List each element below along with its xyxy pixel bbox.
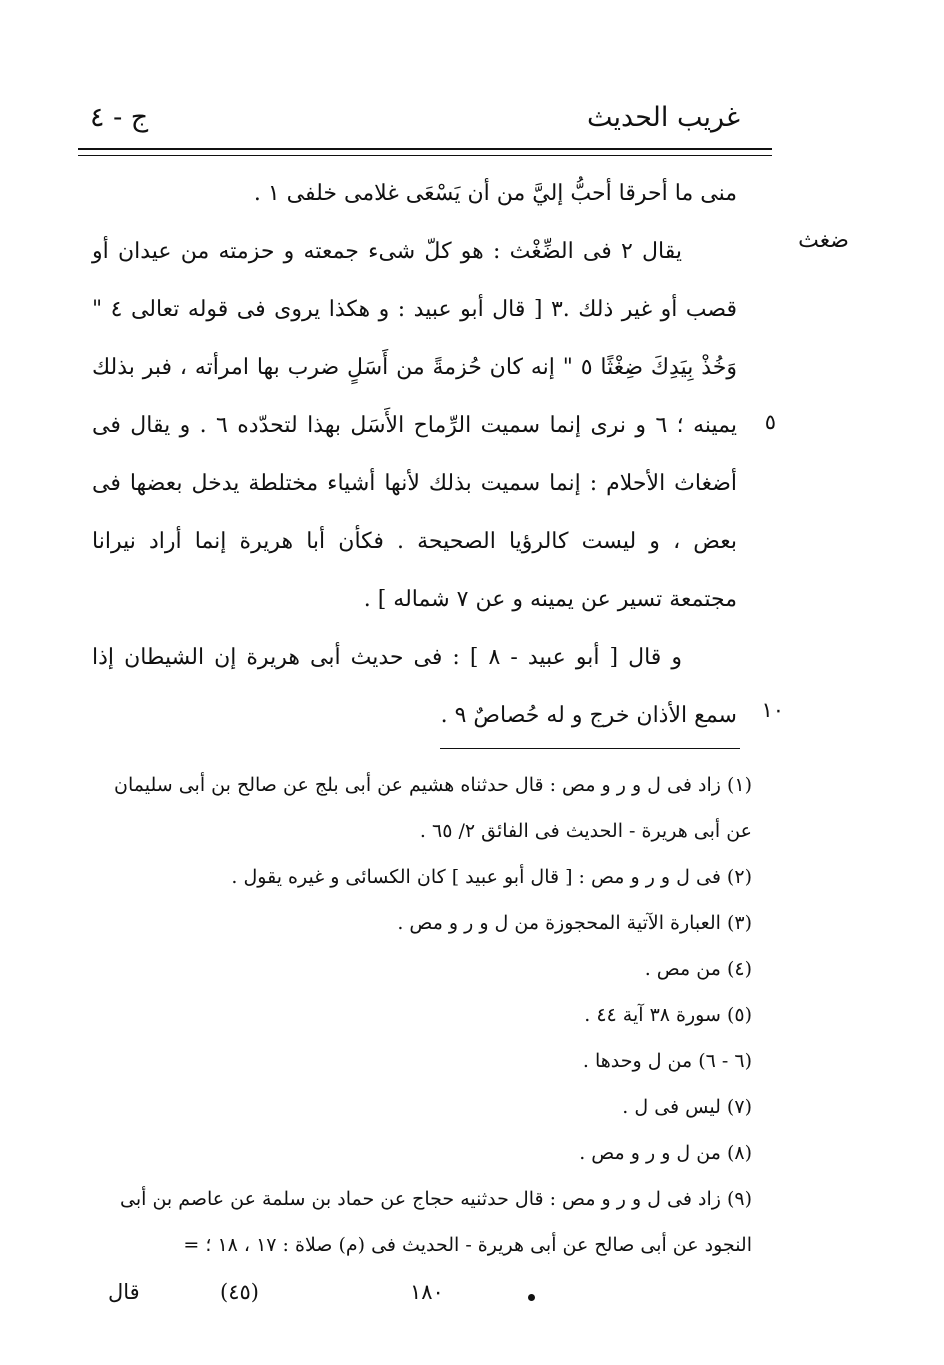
paragraph-1: منى ما أحرقا أحبُّ إليَّ من أن يَسْعَى غلامى خلفى ١ . bbox=[253, 181, 737, 206]
footnote-6: (٦ - ٦) من ل وحدها . bbox=[582, 1050, 752, 1072]
line-number-5: ٥ bbox=[764, 410, 776, 434]
signature-mark: (٤٥) bbox=[220, 1280, 259, 1304]
footnote-1: (١) زاد فى ل و ر و مص : قال حدثناه هشيم عن أبى بلج عن صالح بن أبى سليمان عن أبى هريرة - الحديث فى الفائق ٢/ ٦٥ . bbox=[114, 774, 752, 842]
dot-mark bbox=[528, 1294, 535, 1301]
book-title: غريب الحديث bbox=[587, 102, 740, 133]
catchword: قال bbox=[108, 1280, 140, 1304]
footnote-4: (٤) من مص . bbox=[644, 958, 752, 980]
paragraph-3: و قال [ أبو عبيد - ٨ ] : فى حديث أبى هريرة إن الشيطان إذا سمع الأذان خرج و له حُصاصٌ ٩ . bbox=[92, 645, 737, 728]
line-number-10: ١٠ bbox=[761, 698, 784, 722]
footnotes bbox=[92, 762, 752, 1268]
folio-number: ١٨٠ bbox=[410, 1280, 444, 1304]
margin-entry-word: ضغث bbox=[798, 228, 849, 253]
footnote-5: (٥) سورة ٣٨ آية ٤٤ . bbox=[584, 1004, 752, 1026]
footnote-2: (٢) فى ل و ر و مص : [ قال أبو عبيد ] كان الكسائى و غيره يقول . bbox=[231, 866, 752, 888]
paragraph-2: يقال ٢ فى الضِّغْث : هو كلّ شىء جمعته و حزمته من عيدان أو قصب أو غير ذلك .٣ [ قال أبو عبيد : و هكذا يروى فى قوله تعالى ٤ " وَخُذْ بِيَدِكَ ضِغْثًا ٥ " إنه كان حُزمةً من أَسَلٍ ضرب بها امرأته ، فبر بذلك يمينه ؛ ٦ و نرى إنما سميت الرِّماح الأَسَل بهذا لتحدّده ٦ . و يقال فى أضغاث الأحلام : إنما سميت بذلك لأنها أشياء مختلطة يدخل بعضها فى بعض ، و ليست كالرؤيا الصحيحة . فكأن أبا هريرة إنما أراد نيرانا مجتمعة تسير عن يمينه و عن ٧ شماله ] . bbox=[92, 239, 737, 612]
header-rule bbox=[78, 148, 772, 156]
footnote-3: (٣) العبارة الآتية المحجوزة من ل و ر و مص . bbox=[397, 912, 752, 934]
footnote-8: (٨) من ل و ر و مص . bbox=[579, 1142, 752, 1164]
running-header bbox=[80, 96, 770, 144]
main-text bbox=[92, 165, 737, 745]
footnote-7: (٧) ليس فى ل . bbox=[622, 1096, 752, 1118]
page-footer bbox=[90, 1280, 550, 1320]
footnote-9: (٩) زاد فى ل و ر و مص : قال حدثنيه حجاج عن حماد بن سلمة عن عاصم بن أبى النجود عن أبى صالح عن أبى هريرة - الحديث فى (م) صلاة : ١٧ ، ١٨ ؛ = bbox=[120, 1188, 752, 1256]
footnote-rule bbox=[440, 748, 740, 749]
volume-number: ج - ٤ bbox=[90, 102, 149, 133]
